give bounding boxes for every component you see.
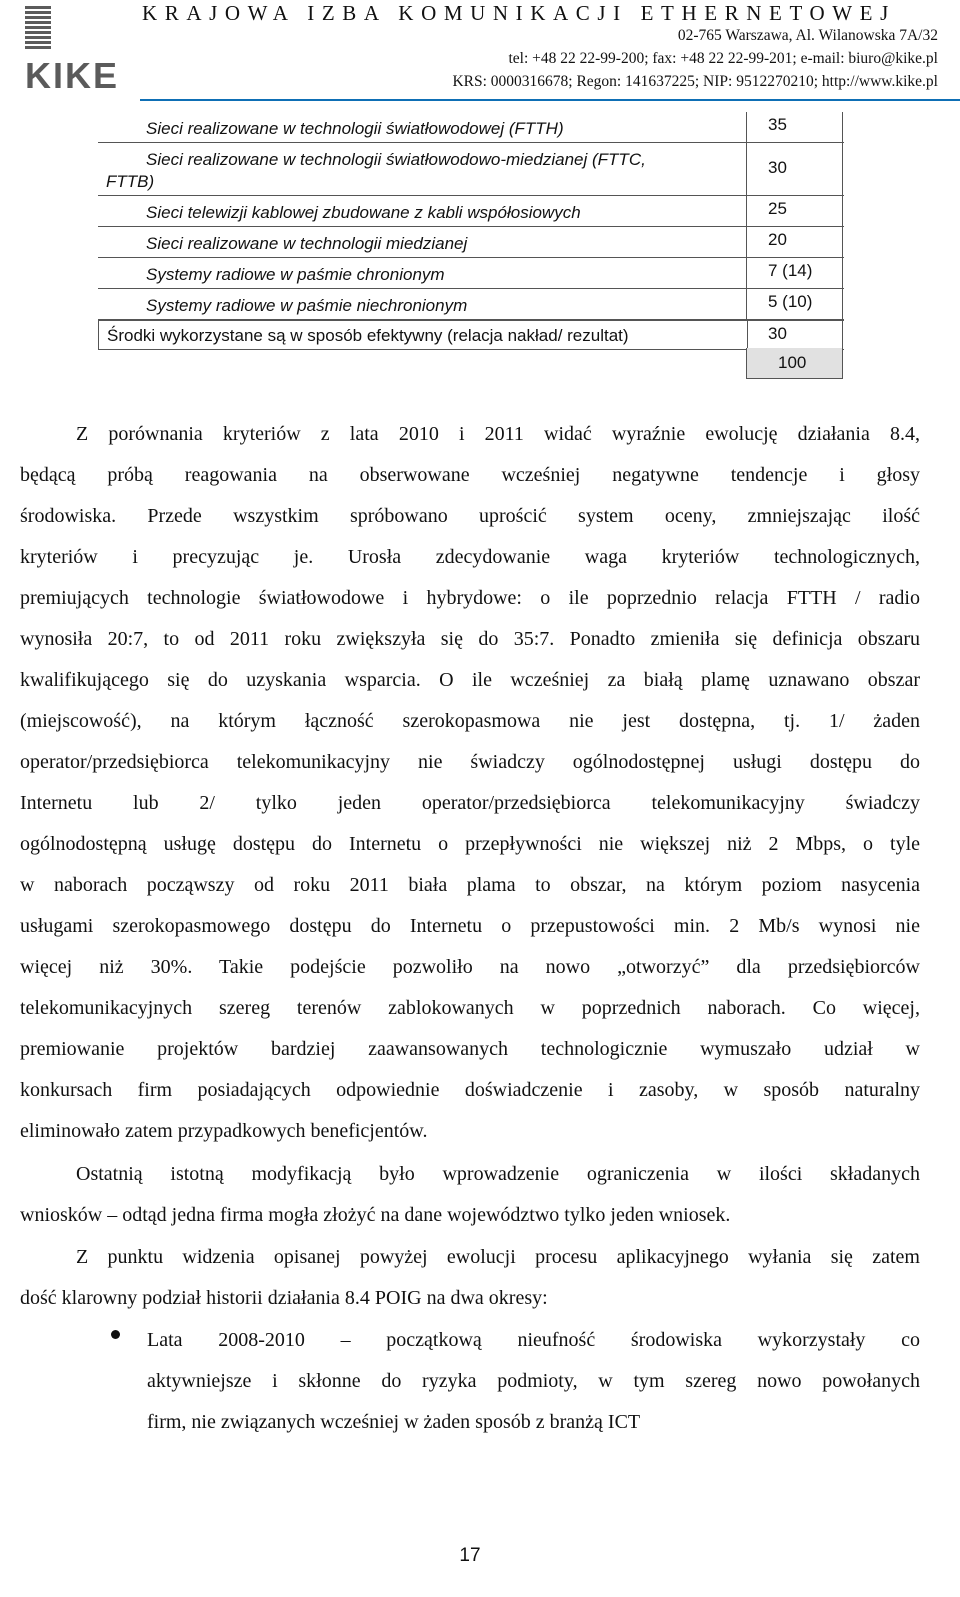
header-contact: tel: +48 22 22-99-200; fax: +48 22 22-99-201; e-mail: biuro@kike.pl [508, 50, 938, 67]
row-label: Systemy radiowe w paśmie chronionym [146, 265, 445, 284]
row-label: Sieci telewizji kablowej zbudowane z kabli współosiowych [146, 203, 581, 222]
row-value: 25 [768, 199, 787, 218]
row-value: 5 (10) [768, 292, 813, 311]
row-label: Środki wykorzystane są w sposób efektywny (relacja nakład/ rezultat) [107, 326, 629, 345]
paragraph-criteria-evolution: Z porównania kryteriów z lata 2010 i 2011 widać wyraźnie ewolucję działania 8.4, będącą próbą reagowania na obserwowane wcześniej negatywne tendencje i głosy środowiska. Przede wszystkim spróbowano uprościć system oceny, zmniejszając ilość kryteriów i precyzując je. Urosła zdecydowanie waga kryteriów technologicznych, premiujących technologie światłowodowe i hybrydowe: o ile poprzednio relacja FTTH / radio wynosiła 20:7, to od 2011 roku zwiększyła się do 35:7. Ponadto zmieniła się definicja obszaru kwalifikującego się do uzyskania wsparcia. O ile wcześniej za białą plamę uznawano obszar (miejscowość), na którym łączność szerokopasmowa nie jest dostępna, tj. 1/ żaden operator/przedsiębiorca telekomunikacyjny nie świadczy ogólnodostępnej usługi dostępu do Internetu lub 2/ tylko jeden operator/przedsiębiorca telekomunikacyjny świadczy ogólnodostępną usługę dostępu do Internetu o przepływności nie większej niż 2 Mbps, o tyle w naborach począwszy od roku 2011 biała plama to obszar, na którym poziom nasycenia usługami szerokopasmowego dostępu do Internetu o przepustowości min. 2 Mb/s wynosi nie więcej niż 30%. Takie podejście pozwoliło na nowo „otworzyć” dla przedsiębiorców telekomunikacyjnych szereg terenów zablokowanych w poprzednich naborach. Co więcej, premiowanie projektów bardziej zaawansowanych technologicznie wymuszało udział w konkursach firm posiadających odpowiednie doświadczenie i zasoby, w sposób naturalny eliminowało zatem przypadkowych beneficjentów. [20, 423, 920, 1142]
row-label: Sieci realizowane w technologii światłowodowo-miedzianej (FTTC, [146, 150, 646, 169]
total-value: 100 [778, 353, 807, 372]
row-label-continued: FTTB) [106, 172, 155, 191]
table-total [746, 348, 843, 379]
header-registry: KRS: 0000316678; Regon: 141637225; NIP: 9512270210; http://www.kike.pl [452, 73, 938, 90]
table-row [98, 196, 844, 227]
table-row [98, 320, 844, 350]
organization-name: KRAJOWA IZBA KOMUNIKACJI ETHERNETOWEJ [142, 1, 896, 25]
header-divider [140, 99, 960, 101]
letterhead [0, 0, 960, 102]
page-number: 17 [459, 1545, 481, 1566]
paragraph-two-periods: Z punktu widzenia opisanej powyżej ewolucji procesu aplikacyjnego wyłania się zatem dość klarowny podział historii działania 8.4 POIG na dwa okresy: [20, 1246, 920, 1309]
row-label: Sieci realizowane w technologii miedzianej [146, 234, 468, 253]
row-value: 30 [768, 158, 787, 177]
row-label: Systemy radiowe w paśmie niechronionym [146, 296, 468, 315]
row-label: Sieci realizowane w technologii światłowodowej (FTTH) [146, 119, 564, 138]
logo-text: KIKE [25, 55, 120, 96]
paragraph-application-limit: Ostatnią istotną modyfikacją było wprowadzenie ograniczenia w ilości składanych wniosków – odtąd jedna firma mogła złożyć na dane województwo tylko jeden wniosek. [20, 1163, 920, 1226]
row-value: 20 [768, 230, 787, 249]
logo-bars-icon [25, 6, 51, 51]
bullet-item-2008-2010: Lata 2008-2010 – początkową nieufność środowiska wykorzystały co aktywniejsze i skłonne do ryzyka podmioty, w tym szereg nowo powołanych firm, nie związanych wcześniej w żaden sposób z branżą ICT [147, 1329, 920, 1433]
row-value: 35 [768, 115, 787, 134]
table-row [98, 227, 844, 258]
table-row [98, 258, 844, 289]
table-row [98, 112, 844, 143]
row-value: 30 [768, 324, 787, 343]
kike-logo [25, 6, 125, 94]
table-row [98, 143, 844, 196]
row-value: 7 (14) [768, 261, 813, 280]
bullet-icon [111, 1330, 120, 1339]
header-address: 02-765 Warszawa, Al. Wilanowska 7A/32 [677, 27, 938, 44]
table-row [98, 289, 844, 320]
